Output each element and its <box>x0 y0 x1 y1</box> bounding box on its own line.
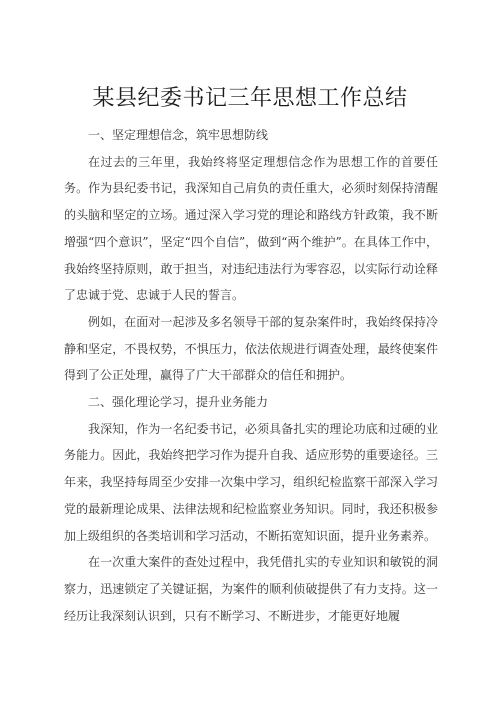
body-paragraph: 例如，在面对一起涉及多名领导干部的复杂案件时，我始终保持冷静和坚定，不畏权势，不惧压力，依法依规进行调查处理，最终使案件得到了公正处理，赢得了广大干部群众的信任和拥护。 <box>64 314 438 383</box>
document-title: 某县纪委书记三年思想工作总结 <box>92 86 408 111</box>
section-heading-1: 一、坚定理想信念，筑牢思想防线 <box>88 128 269 142</box>
body-paragraph: 我深知，作为一名纪委书记，必须具备扎实的理论功底和过硬的业务能力。因此，我始终把学习作为提升自我、适应形势的重要途径。三年来，我坚持每周至少安排一次集中学习，组织纪检监察干部深入学习党的最新理论成果、法律法规和纪检监察业务知识。同时，我还积极参加上级组织的各类培训和学习活动，不断拓宽知识面，提升业务素养。 <box>64 421 438 543</box>
body-paragraph: 在过去的三年里，我始终将坚定理想信念作为思想工作的首要任务。作为县纪委书记，我深知自己肩负的责任重大，必须时刻保持清醒的头脑和坚定的立场。通过深入学习党的理论和路线方针政策，我不断增强“四个意识”，坚定“四个自信”，做到“两个维护”。在具体工作中，我始终坚持原则，敢于担当，对违纪违法行为零容忍，以实际行动诠释了忠诚于党、忠诚于人民的誓言。 <box>64 154 438 303</box>
document-body <box>64 122 438 629</box>
body-paragraph: 在一次重大案件的查处过程中，我凭借扎实的专业知识和敏锐的洞察力，迅速锁定了关键证据，为案件的顺利侦破提供了有力支持。这一经历让我深刻认识到，只有不断学习、不断进步，才能更好地履 <box>64 555 438 623</box>
section-heading-2: 二、强化理论学习，提升业务能力 <box>88 395 269 410</box>
